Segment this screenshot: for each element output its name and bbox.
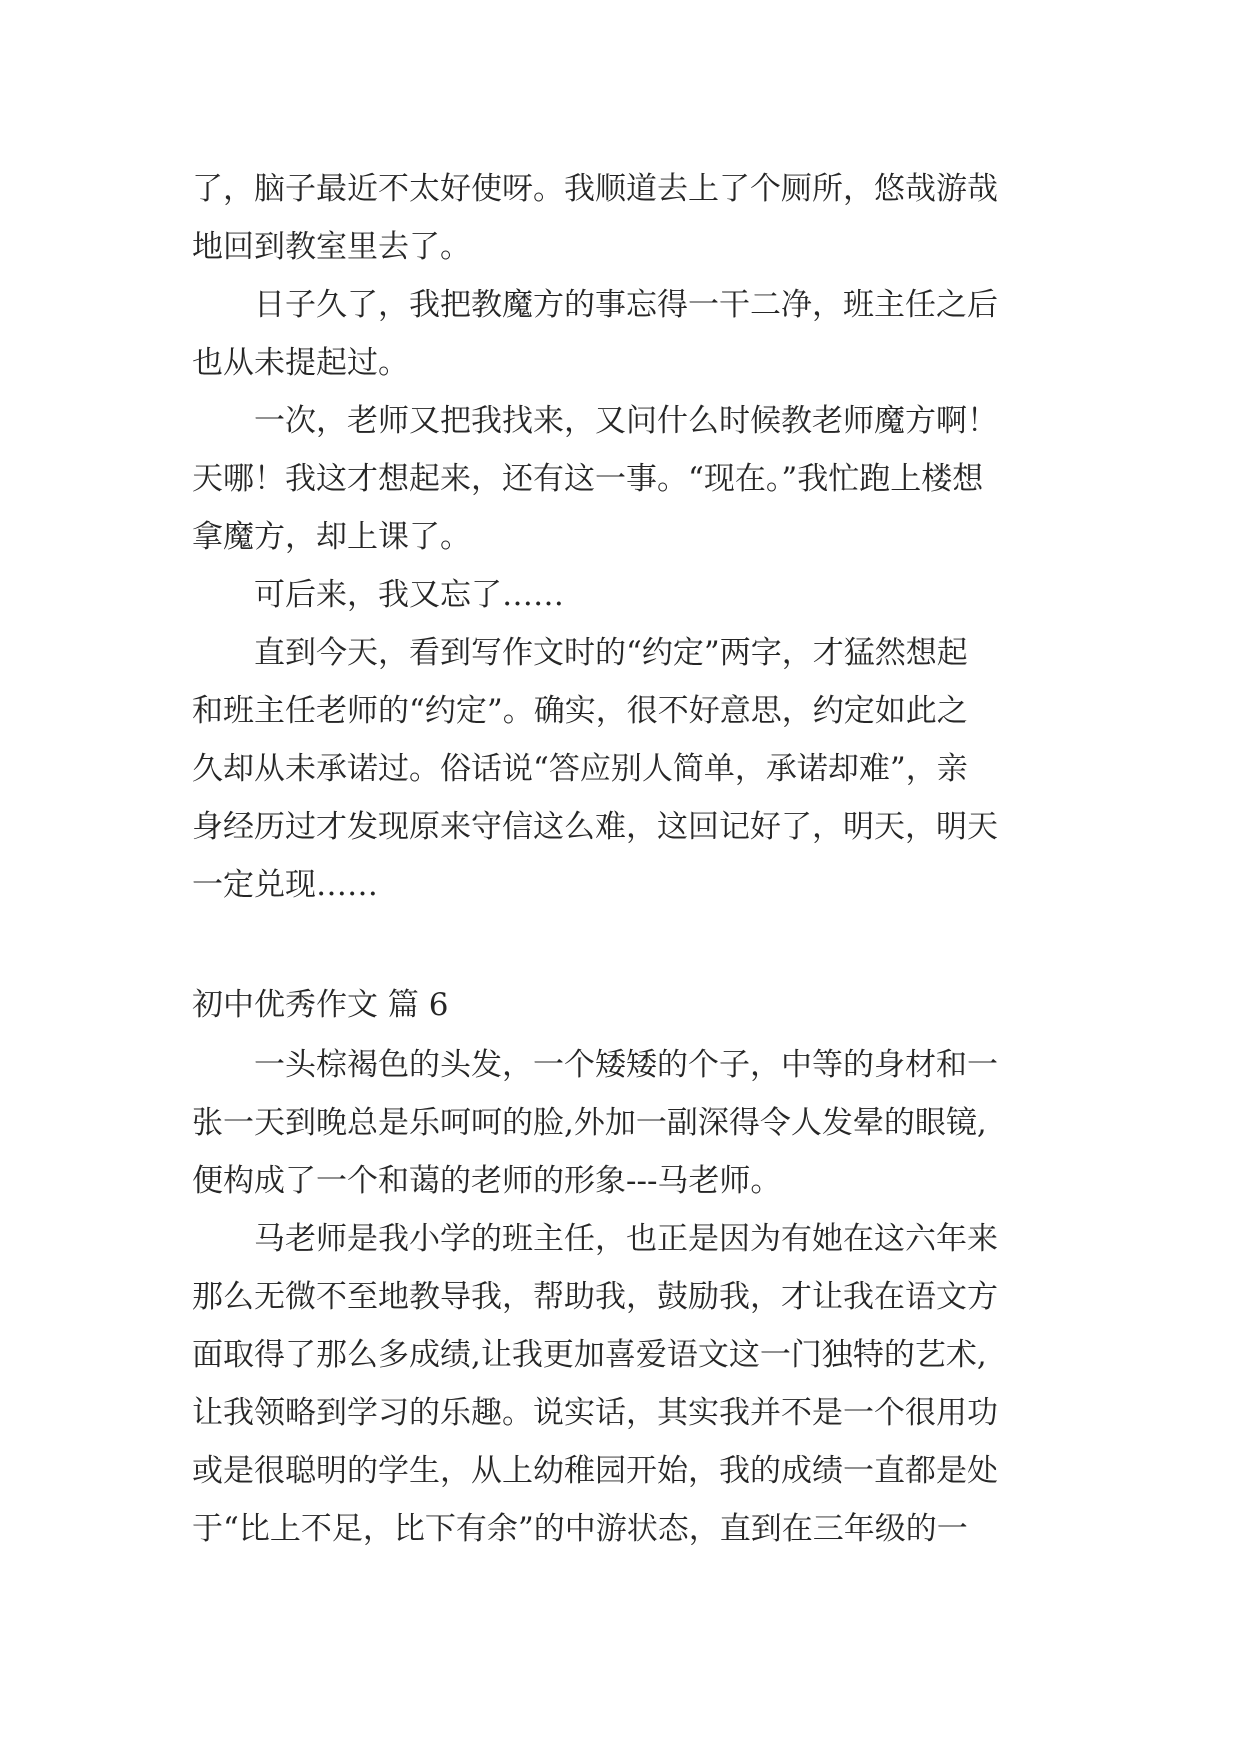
- text-line: 那么无微不至地教导我，帮助我，鼓励我，才让我在语文方: [192, 1279, 998, 1315]
- paragraph: [192, 276, 1054, 392]
- paragraph: [192, 392, 1054, 566]
- text-line: 身经历过才发现原来守信这么难，这回记好了，明天，明天: [192, 809, 998, 845]
- text-line: 马老师是我小学的班主任，也正是因为有她在这六年来: [254, 1221, 998, 1257]
- text-line: 一定兑现……: [192, 867, 378, 903]
- document-body: [192, 160, 1054, 1558]
- text-line: 日子久了，我把教魔方的事忘得一干二净，班主任之后: [254, 287, 998, 323]
- section-heading: 初中优秀作文 篇 6: [192, 987, 449, 1023]
- text-line: 也从未提起过。: [192, 345, 409, 381]
- paragraph: [192, 624, 1054, 914]
- text-line: 了，脑子最近不太好使呀。我顺道去上了个厕所，悠哉游哉: [192, 171, 998, 207]
- text-line: 面取得了那么多成绩,让我更加喜爱语文这一门独特的艺术,: [192, 1337, 987, 1373]
- text-line: 便构成了一个和蔼的老师的形象---马老师。: [192, 1163, 782, 1199]
- paragraph: [192, 1210, 1054, 1558]
- text-line: 一头棕褐色的头发，一个矮矮的个子，中等的身材和一: [254, 1047, 998, 1083]
- text-line: 久却从未承诺过。俗话说“答应别人简单，承诺却难”，亲: [192, 751, 968, 787]
- text-line: 或是很聪明的学生，从上幼稚园开始，我的成绩一直都是处: [192, 1453, 998, 1489]
- text-line: 地回到教室里去了。: [192, 229, 471, 265]
- text-line: 张一天到晚总是乐呵呵的脸,外加一副深得令人发晕的眼镜,: [192, 1105, 987, 1141]
- paragraph: [192, 1036, 1054, 1210]
- text-line: 拿魔方，却上课了。: [192, 519, 471, 555]
- text-line: 天哪！我这才想起来，还有这一事。“现在。”我忙跑上楼想: [192, 461, 984, 497]
- text-line: 直到今天，看到写作文时的“约定”两字，才猛然想起: [254, 635, 968, 671]
- paragraph: [192, 160, 1054, 276]
- paragraph: [192, 566, 1054, 624]
- text-line: 和班主任老师的“约定”。确实，很不好意思，约定如此之: [192, 693, 968, 729]
- text-line: 一次，老师又把我找来，又问什么时候教老师魔方啊！: [254, 403, 998, 439]
- text-line: 可后来，我又忘了……: [254, 577, 564, 613]
- text-line: 让我领略到学习的乐趣。说实话，其实我并不是一个很用功: [192, 1395, 998, 1431]
- section-gap: [192, 914, 1054, 974]
- text-line: 于“比上不足，比下有余”的中游状态，直到在三年级的一: [192, 1511, 968, 1547]
